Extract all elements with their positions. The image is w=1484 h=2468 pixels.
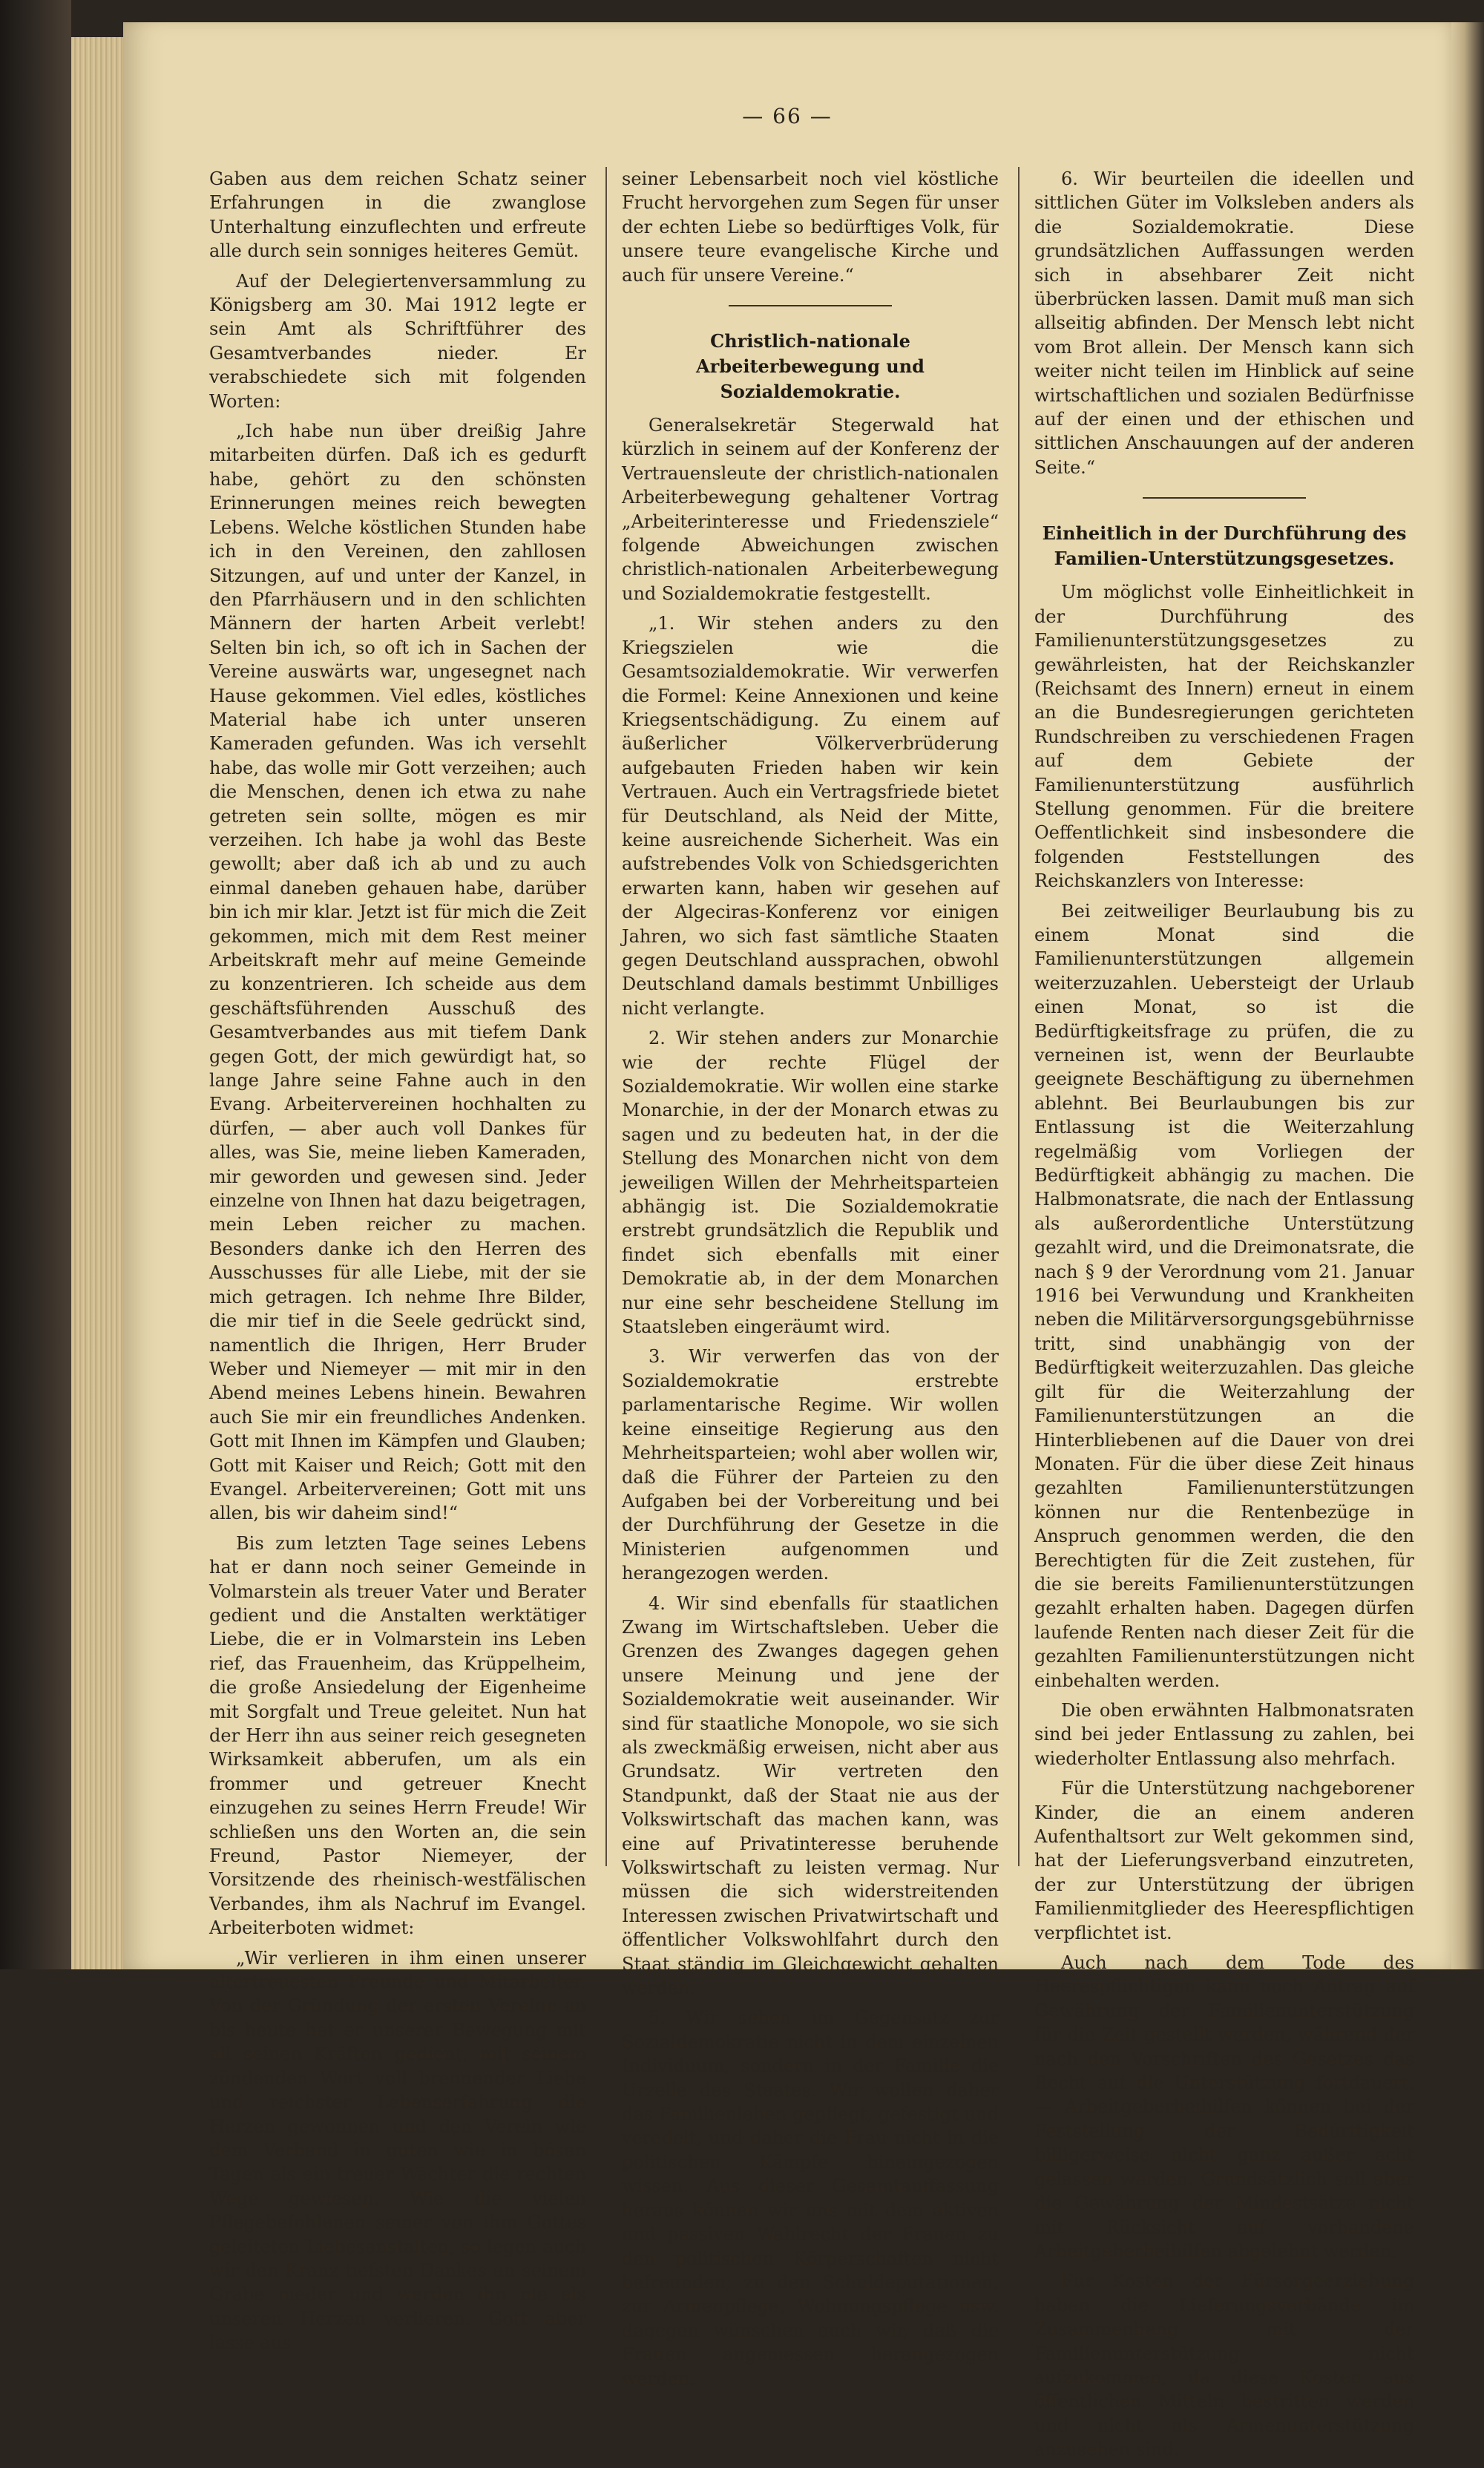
column-right <box>1034 167 1414 2468</box>
paragraph: Gaben aus dem reichen Schatz seiner Erfahrungen in die zwanglose Unterhaltung einzuflechten und erfreute alle durch sein sonniges heiteres Gemüt. <box>209 168 586 262</box>
page-edges <box>71 37 123 1969</box>
book-page <box>123 22 1451 2461</box>
column-divider <box>1018 167 1020 1866</box>
section-separator <box>1143 497 1306 499</box>
paragraph: Auch nach dem Tode des Heerespflichtigen kann noch Antrag auf Gewährung der Familienunterstützung für die Zeit gestellt werden, während der nach den Vorschriften des Gesetzes das Recht auf die Unterstützung fortdauert. — Arbeitgeberbeihilfen können bei der Feststellung der Bedürftigkeit billigerweise nicht ganz außer acht gelassen werden. Grundsätzlich soll aber die Gewährung der Mindestsätze nicht mit Rücksicht auf vorhandene Arbeitgeberbeihilfen abgelehnt werden. <box>1034 1952 1414 2262</box>
paragraph: „Wir verlieren in ihm einen unserer altertreuesten Freunde und Mitarbeiter. Von der Gründung der ersten Vereine an bis heute hat er unserer Bewegung mit all seinen Kräften gedient, mit seinem zündenden Wort voll brennender Liebe und reichster Lebenserfahrung die Herzen gewonnen und den Verein wie dem Verband in guten wie in bösen Tagen als ein treuer Wächter die rechten Wege gewiesen. Wie die vielen Pflegebefohlenen seiner von ihm Gottes geleiteten Liebesanstalten, so legen auch wir den Kranz tiefsten Dankes an seinem Grabe nieder und werden ihn nie als unseren Herzen verlieren. Gott aber lasse aus <box>209 1947 586 2354</box>
paragraph: seiner Lebensarbeit noch viel köstliche Frucht hervorgehen zum Segen für unser der echten Liebe so bedürftiges Volk, für unsere teure evangelische Kirche und auch für unsere Vereine.“ <box>622 168 999 286</box>
column-middle <box>622 167 999 2397</box>
facing-page-edge <box>1451 22 1484 1969</box>
section-separator <box>729 305 892 306</box>
section-heading: Einheitlich in der Durchführung des Familien-Unterstützungsgesetzes. <box>1042 522 1407 570</box>
column-divider <box>605 167 607 1866</box>
paragraph: 6. Wir beurteilen die ideellen und sittlichen Güter im Volksleben anders als die Sozialdemokratie. Diese grundsätzlichen Auffassungen werden sich in absehbarer Zeit nicht überbrücken lassen. Damit muß man sich allseitig abfinden. Der Mensch lebt nicht vom Brot allein. Der Mensch kann sich weiter nicht teilen im Hinblick auf seine wirtschaftlichen und sozialen Bedürfnisse auf der einen und der ethischen und sittlichen Anschauungen auf der anderen Seite.“ <box>1034 168 1414 478</box>
paragraph: „1. Wir stehen anders zu den Kriegszielen wie die Gesamtsozialdemokratie. Wir verwerfen die Formel: Keine Annexionen und keine Kriegsentschädigung. Zu einem auf äußerlicher Völkerverbrüderung aufgebauten Frieden haben wir kein Vertrauen. Auch ein Vertragsfriede bietet für Deutschland, als Neid der Mitte, keine ausreichende Sicherheit. Was ein aufstrebendes Volk von Schiedsgerichten erwarten kann, haben wir gesehen auf der Algeciras-Konferenz vor einigen Jahren, wo sich fast sämtliche Staaten gegen Deutschland aussprachen, obwohl Deutschland damals bestimmt Unbilliges nicht verlangte. <box>622 613 999 1019</box>
paragraph: 2. Wir stehen anders zur Monarchie wie der rechte Flügel der Sozialdemokratie. Wir wollen eine starke Monarchie, in der der Monarch etwas zu sagen und zu bedeuten hat, in der die Stellung des Monarchen nicht von dem jeweiligen Willen der Mehrheitsparteien abhängig ist. Die Sozialdemokratie erstrebt grundsätzlich die Republik und findet sich ebenfalls mit einer Demokratie ab, in der dem Monarchen nur eine sehr bescheidene Stellung im Staatsleben eingeräumt wird. <box>622 1028 999 1338</box>
column-left <box>209 167 586 2361</box>
paragraph: 3. Wir verwerfen das von der Sozialdemokratie erstrebte parlamentarische Regime. Wir wollen keine einseitige Regierung aus den Mehrheitsparteien; wohl aber wollen wir, daß die Führer der Parteien zu den Aufgaben bei der Vorbereitung und bei der Durchführung der Gesetze in die Ministerien aufgenommen und herangezogen werden. <box>622 1346 999 1584</box>
paragraph: Für die Unterstützung nachgeborener Kinder, die an einem anderen Aufenthaltsort zur Welt gekommen sind, hat der Lieferungsverband einzutreten, der zur Unterstützung der übrigen Familienmitglieder des Heerespflichtigen verpflichtet ist. <box>1034 1778 1414 1943</box>
paragraph: Generalsekretär Stegerwald hat kürzlich in seinem auf der Konferenz der Vertrauensleute der christlich-nationalen Arbeiterbewegung gehaltener Vortrag „Arbeiterinteresse und Friedensziele“ folgende Abweichungen zwischen christlich-nationalen Arbeiterbewegung und Sozialdemokratie festgestellt. <box>622 415 999 604</box>
paragraph: Für Kosten der Fürsorgeerziehung haben die Lieferungsverbände im Zusammenhang mit der Familienunterstützung nicht aufzukommen, da diese Kosten aus öffentlichen Mitteln bestritten werden und nicht als Armenunterstützung anzusehen sind. <box>1034 2271 1414 2461</box>
paragraph: Bis zum letzten Tage seines Lebens hat er dann noch seiner Gemeinde in Volmarstein als treuer Vater und Berater gedient und die Anstalten werktätiger Liebe, die er in Volmarstein ins Leben rief, das Frauenheim, das Krüppelheim, die große Ansiedelung der Eigenheime mit Sorgfalt und Treue geleitet. Nun hat der Herr ihn aus seiner reich gesegneten Wirksamkeit abberufen, um als ein frommer und getreuer Knecht einzugehen zu seines Herrn Freude! Wir schließen uns den Worten an, die sein Freund, Pastor Niemeyer, der Vorsitzende des rheinisch-westfälischen Verbandes, ihm als Nachruf im Evangel. Arbeiterboten widmet: <box>209 1532 586 1939</box>
paragraph: „Ich habe nun über dreißig Jahre mitarbeiten dürfen. Daß ich es gedurft habe, gehört zu den schönsten Erinnerungen meines reich bewegten Lebens. Welche köstlichen Stunden habe ich in den Vereinen, den zahllosen Sitzungen, auf und unter der Kanzel, in den Pfarrhäusern und in den schlichten Männern der harten Arbeit verlebt! Selten bin ich, so oft ich in Sachen der Vereine auswärts war, ungesegnet nach Hause gekommen. Viel edles, köstliches Material habe ich unter unseren Kameraden gefunden. Was ich versehlt habe, das wolle mir Gott verzeihen; auch die Menschen, denen ich etwa zu nahe getreten sein sollte, mögen es mir verzeihen. Ich habe ja wohl das Beste gewollt; aber daß ich ab und zu auch einmal daneben gehauen habe, darüber bin ich mir klar. Jetzt ist für mich die Zeit gekommen, mich mit dem Rest meiner Arbeitskraft mehr auf meine Gemeinde zu konzentrieren. Ich scheide aus dem geschäftsführenden Ausschuß des Gesamtverbandes aus mit tiefem Dank gegen Gott, der mich gewürdigt hat, so lange Jahre seine Fahne auch in den Evang. Arbeitervereinen hochhalten zu dürfen, — aber auch voll Dankes für alles, was Sie, meine lieben Kameraden, mir geworden und gewesen sind. Jeder einzelne von Ihnen hat dazu beigetragen, mein Leben reicher zu machen. Besonders danke ich den Herren des Ausschusses für alle Liebe, mit der sie mich getragen. Ich nehme Ihre Bilder, die mir tief in die Seele gedrückt sind, namentlich die Ihrigen, Herr Bruder Weber und Niemeyer — mit mir in den Abend meines Lebens hinein. Bewahren auch Sie mir ein freundliches Andenken. Gott mit Ihnen im Kämpfen und Glauben; Gott mit Kaiser und Reich; Gott mit den Evangel. Arbeitervereinen; Gott mit uns allen, bis wir daheim sind!“ <box>209 421 586 1524</box>
paragraph: Die oben erwähnten Halbmonatsraten sind bei jeder Entlassung zu zahlen, bei wiederholter Entlassung also mehrfach. <box>1034 1699 1414 1769</box>
book-spine <box>0 0 71 1969</box>
paragraph: Auf der Delegiertenversammlung zu Königsberg am 30. Mai 1912 legte er sein Amt als Schriftführer des Gesamtverbandes nieder. Er verabschiedete sich mit folgenden Worten: <box>209 270 586 412</box>
section-heading: Christlich-nationale Arbeiterbewegung und Sozialdemokratie. <box>696 330 925 403</box>
paragraph: 4. Wir sind ebenfalls für staatlichen Zwang im Wirtschaftsleben. Ueber die Grenzen des Zwanges dagegen gehen unsere Meinung und jene der Sozialdemokratie weit auseinander. Wir sind für staatliche Monopole, wo sie sich als zweckmäßig erweisen, nicht aber aus Grundsatz. Wir vertreten den Standpunkt, daß der Staat nie aus der Volkswirtschaft das machen kann, was eine auf Privatinteresse beruhende Volkswirtschaft zu leisten vermag. Nur müssen die sich widerstreitenden Interessen zwischen Privatwirtschaft und öffentlicher Volkswohlfahrt durch den Staat ständig im Gleichgewicht gehalten werden. <box>622 1592 999 1999</box>
paragraph: 5. Wir sehen im Gegensatz zur Sozialdemokratie nicht in dem einzelnen Individuum, sondern in der Familie die Urzelle des Staates. Wir wollen daher das Familienleben gepflegt, gefestigt und veredelt, und daher die Frau nicht in die politischen Kämpfe hineingezogen wissen. Aus dieser Gesamtauffassung heraus können wir uns mit dem aktiven und passiven Wahlrecht der Frauen zu den politischen Körperschaften nicht befreunden; zu den Schuldeputationen, zur Armenpflege, Wohnungspflege usw. dagegen wünschen auch wir, daß die Frauen angemessen herangezogen werden. <box>622 2007 999 2389</box>
paragraph: Bei zeitweiliger Beurlaubung bis zu einem Monat sind die Familienunterstützungen allgemein weiterzuzahlen. Uebersteigt der Urlaub einen Monat, so ist die Bedürftigkeitsfrage zu prüfen, die zu verneinen ist, wenn der Beurlaubte geeignete Beschäftigung zu übernehmen ablehnt. Bei Beurlaubungen bis zur Entlassung ist die Weiterzahlung regelmäßig vom Vorliegen der Bedürftigkeit abhängig zu machen. Die Halbmonatsrate, die nach der Entlassung als außerordentliche Unterstützung gezahlt wird, und die Dreimonatsrate, die nach § 9 der Verordnung vom 21. Januar 1916 bei Verwundung und Krankheiten neben die Militärversorgungsgebührnisse tritt, sind unabhängig von der Bedürftigkeit weiterzuzahlen. Das gleiche gilt für die Weiterzahlung der Familienunterstützungen an die Hinterbliebenen auf die Dauer von drei Monaten. Für die über diese Zeit hinaus gezahlten Familienunterstützungen können nur die Rentenbezüge in Anspruch genommen werden, die den Berechtigten für die Zeit zustehen, für die sie bereits Familienunterstützungen gezahlt erhalten haben. Dagegen dürfen laufende Renten nach dieser Zeit für die gezahlten Familienunterstützungen nicht einbehalten werden. <box>1034 900 1414 1691</box>
paragraph: Um möglichst volle Einheitlichkeit in der Durchführung des Familienunterstützungsgesetzes zu gewährleisten, hat der Reichskanzler (Reichsamt des Innern) erneut in einem an die Bundesregierungen gerichteten Rundschreiben zu verschiedenen Fragen auf dem Gebiete der Familienunterstützung ausführlich Stellung genommen. Für die breitere Oeffentlichkeit sind insbesondere die folgenden Feststellungen des Reichskanzlers von Interesse: <box>1034 582 1414 892</box>
page-number: — 66 — <box>742 104 833 128</box>
